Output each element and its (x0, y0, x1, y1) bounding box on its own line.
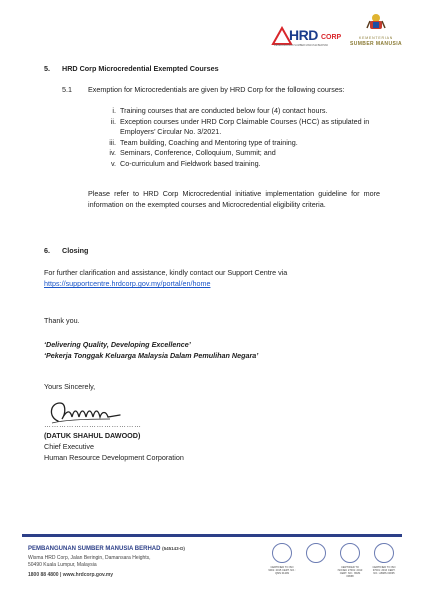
certification-mark-icon (340, 543, 360, 563)
hrd-logo-corp: CORP (321, 34, 342, 41)
list-text: Training courses that are conducted below four (4) contact hours. (120, 106, 328, 115)
isms-badge (336, 543, 364, 577)
footer-address-2: 50490 Kuala Lumpur, Malaysia (28, 562, 97, 568)
list-item (102, 159, 380, 170)
thank-you: Thank you. (44, 316, 80, 325)
signature-line: ………………………………… (44, 422, 142, 429)
certification-mark-icon (374, 543, 394, 563)
section6-number: 6. (44, 246, 50, 255)
cert-label: CERTIFIED TO ISO 37001: 2016 CERT. NO.: ABMS 00035 (372, 566, 396, 575)
ministry-logo (350, 12, 400, 52)
ministry-line2: SUMBER MANUSIA (350, 41, 402, 47)
certification-mark-icon (272, 543, 292, 563)
support-centre-link[interactable]: https://supportcentre.hrdcorp.gov.my/portal/en/home (44, 279, 211, 288)
section5-1-number: 5.1 (62, 85, 72, 94)
list-numeral: iii. (109, 137, 116, 147)
list-numeral: iv. (109, 148, 116, 157)
section5-title: HRD Corp Microcredential Exempted Courses (62, 64, 219, 73)
mygovuc-badge (302, 543, 330, 577)
list-item (102, 138, 380, 149)
list-text: Exception courses under HRD Corp Claimable Courses (HCC) as stipulated in Employers’ Circular No. 3/2021. (120, 116, 370, 136)
footer-company-name: PEMBANGUNAN SUMBER MANUSIA BERHAD (28, 546, 161, 552)
cert-label: CERTIFIED TO ISO/IEC 27001: 2013 CERT. NO.: ISMS 00668 (337, 566, 363, 578)
section6-text: For further clarification and assistance, kindly contact our Support Centre via (44, 268, 288, 277)
list-numeral: v. (110, 158, 116, 168)
yours-sincerely: Yours Sincerely, (44, 382, 96, 391)
list-text: Team building, Coaching and Mentoring type of training. (120, 137, 298, 147)
ministry-line1: KEMENTERIAN (358, 36, 394, 40)
section5-refer-paragraph: Please refer to HRD Corp Microcredential initiative implementation guideline for more information on the exempted courses and Microcredential eligibility criteria. (88, 189, 380, 209)
malaysia-crest-icon (366, 12, 386, 32)
hrd-logo-tagline: PEMBANGUNAN SUMBER MANUSIA BERHAD (274, 44, 329, 47)
iso-badge (268, 543, 296, 577)
exempted-course-list (102, 106, 380, 169)
section6-title: Closing (62, 246, 89, 255)
footer-contact: 1800 88 4800 | www.hrdcorp.gov.my (28, 572, 114, 578)
footer-divider (22, 534, 402, 537)
abms-badge (370, 543, 398, 577)
motto-1: ‘Delivering Quality, Developing Excellence’ (44, 340, 191, 349)
list-item (102, 106, 380, 117)
hrd-corp-logo (271, 24, 343, 50)
cert-label: CERTIFIED TO ISO 9001: 2015 CERT. NO.: QMS 01299 (268, 566, 296, 575)
footer-reg-no: (545143-D) (162, 546, 185, 551)
certification-mark-icon (306, 543, 326, 563)
hrd-logo-text: HRD (289, 27, 318, 43)
list-item (102, 148, 380, 159)
section5-number: 5. (44, 64, 50, 73)
certification-badges (268, 543, 402, 579)
list-item (102, 117, 380, 138)
section5-1-intro: Exemption for Microcredentials are given by HRD Corp for the following courses: (88, 85, 345, 94)
signatory-name: (DATUK SHAHUL DAWOOD) (44, 431, 141, 440)
list-numeral: i. (112, 106, 116, 115)
list-numeral: ii. (110, 116, 116, 126)
support-centre-link-wrap (44, 279, 210, 290)
list-text: Seminars, Conference, Colloquium, Summit; and (120, 148, 276, 157)
footer-address-1: Wisma HRD Corp, Jalan Beringin, Damansara Heights, (28, 555, 151, 561)
signatory-organisation: Human Resource Development Corporation (44, 453, 184, 462)
signatory-position: Chief Executive (44, 442, 94, 451)
list-text: Co-curriculum and Fieldwork based training. (120, 158, 261, 168)
footer-company (28, 546, 185, 552)
motto-2: ‘Pekerja Tonggak Keluarga Malaysia Dalam Pemulihan Negara’ (44, 351, 259, 360)
